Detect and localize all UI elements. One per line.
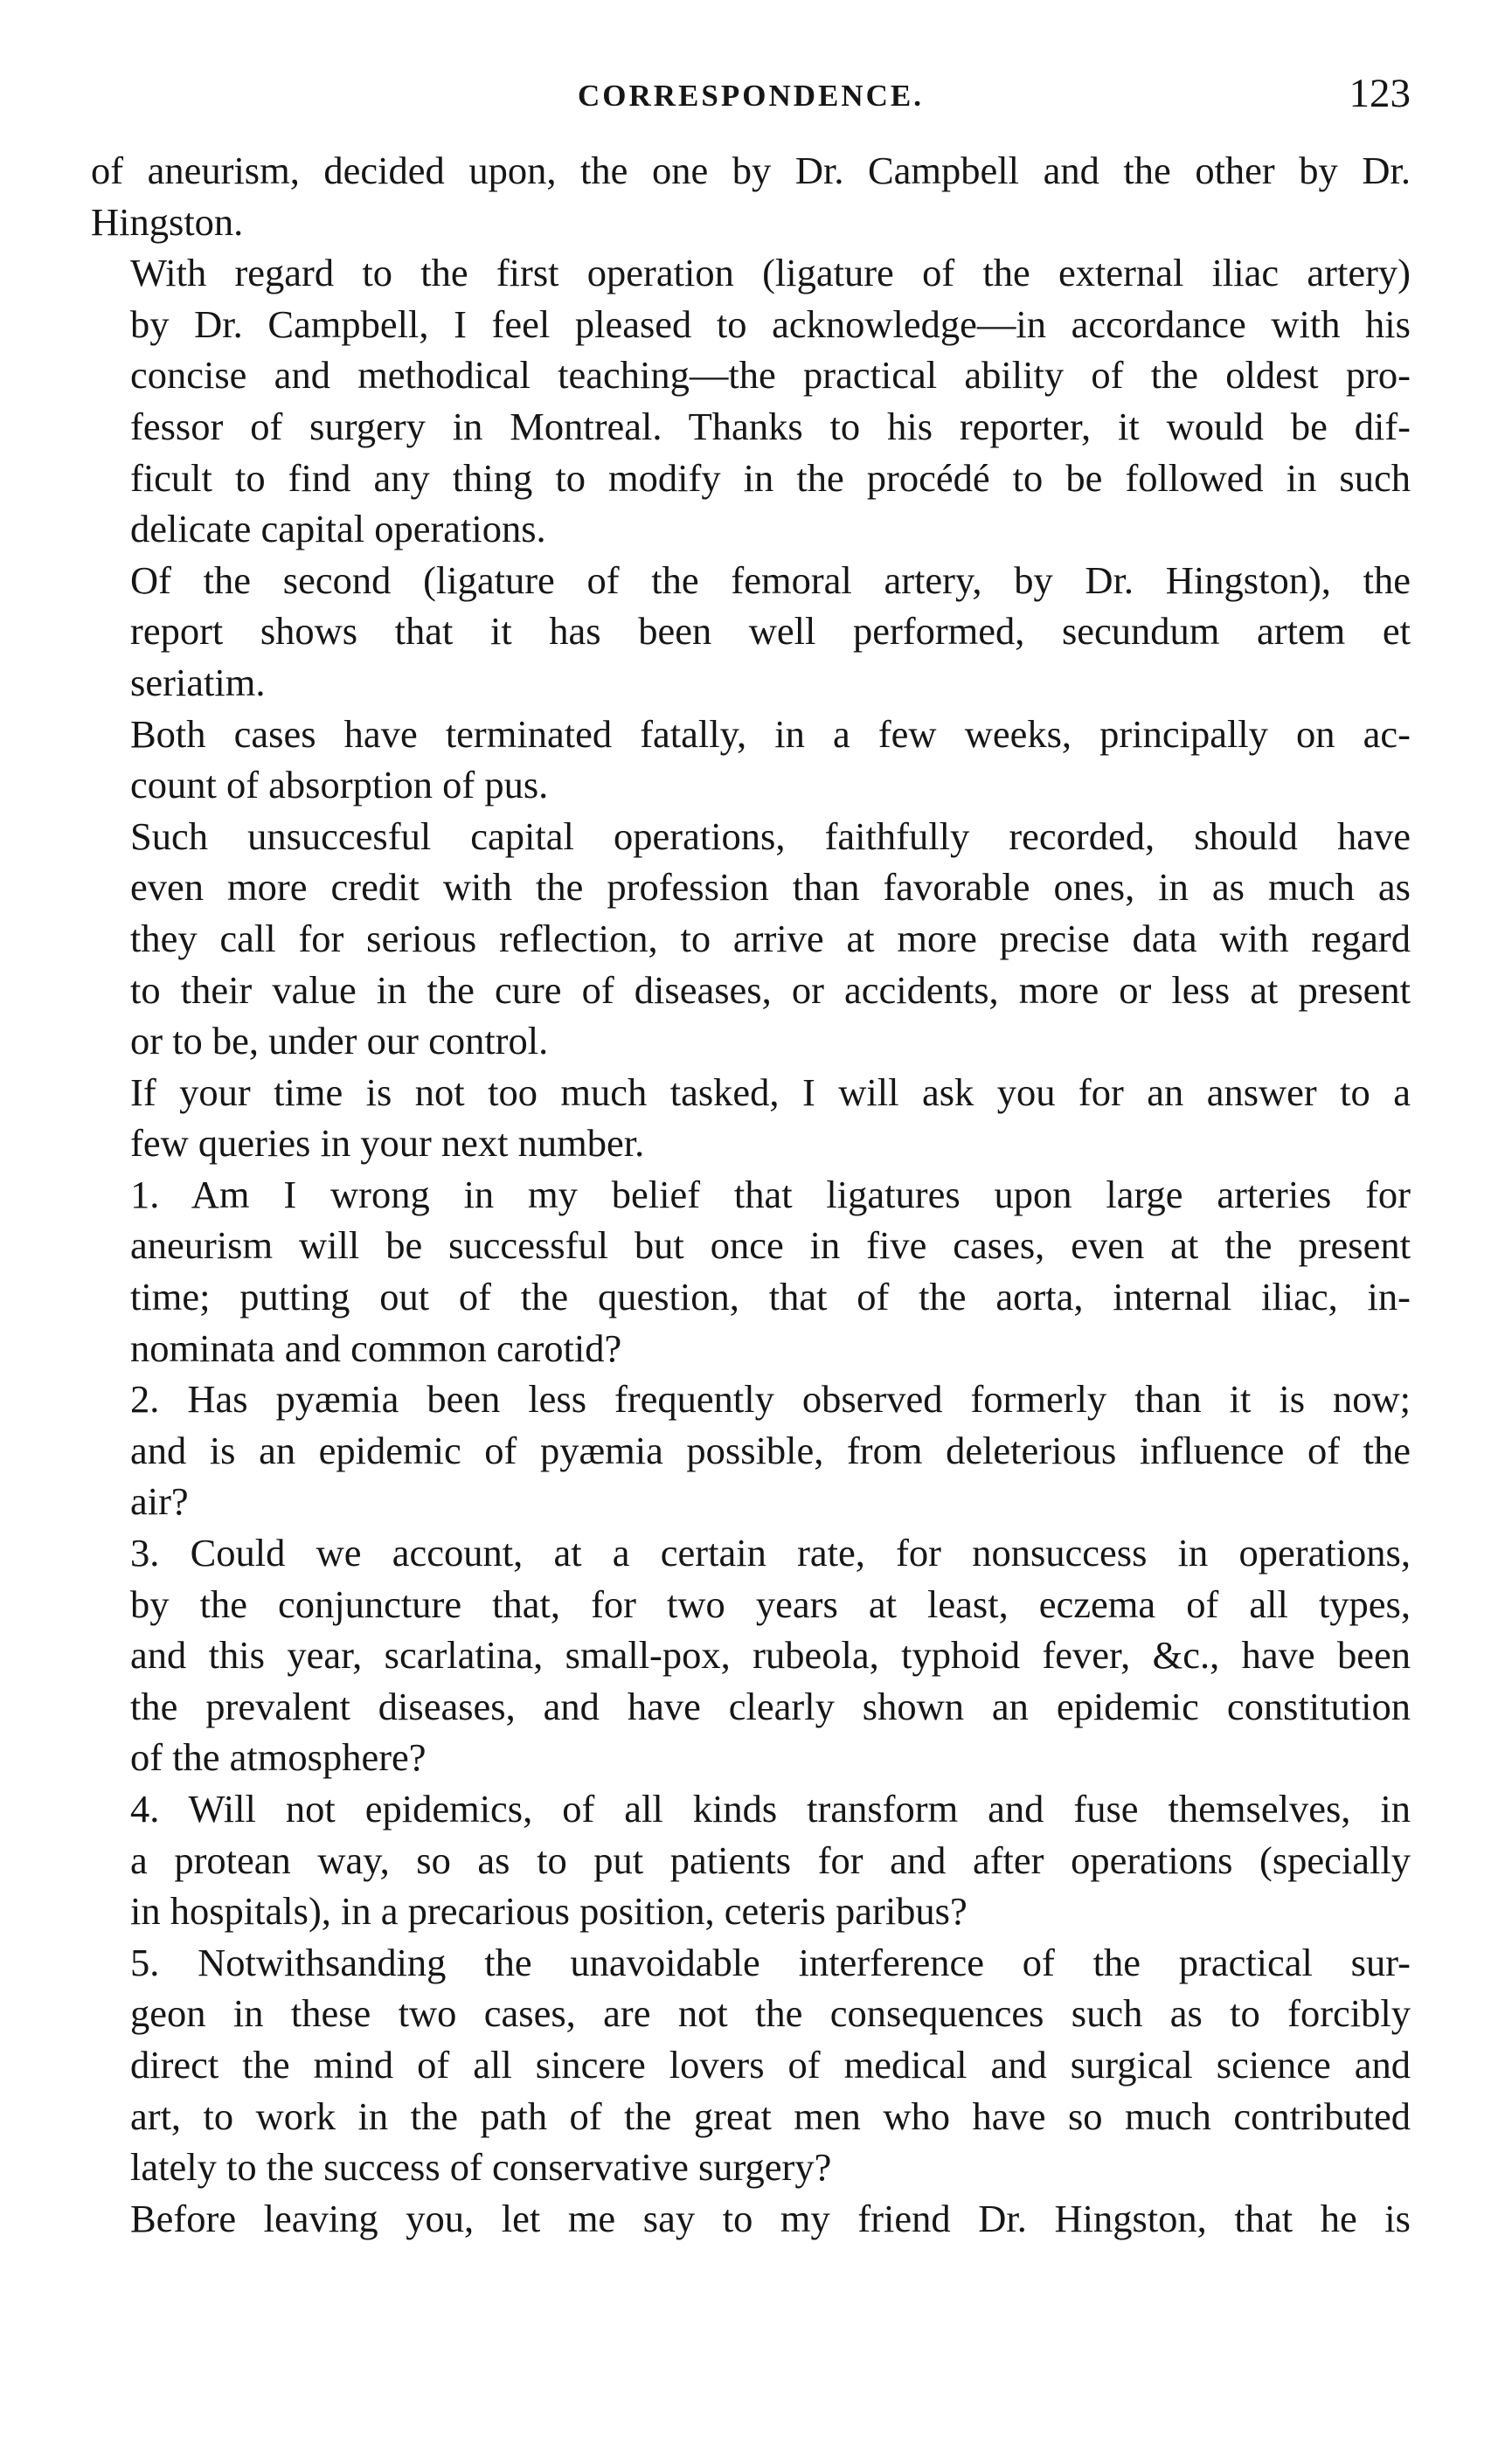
text-line: to their value in the cure of diseases, or accidents, more or less at present	[130, 967, 1411, 1012]
paragraph	[91, 145, 1411, 247]
text-line: lately to the success of conservative surgery?	[130, 2145, 832, 2190]
text-line: of aneurism, decided upon, the one by Dr. Campbell and the other by Dr.	[91, 149, 1411, 192]
text-line: 1. Am I wrong in my belief that ligatures upon large arteries for	[130, 1172, 1411, 1216]
text-line: of the atmosphere?	[130, 1735, 427, 1780]
paragraph	[91, 1169, 1411, 1374]
text-line: nominata and common carotid?	[130, 1325, 622, 1370]
text-line: even more credit with the profession than favorable ones, in as much as	[130, 865, 1411, 910]
text-line: 5. Notwithsanding the unavoidable interference of the practical sur-	[130, 1940, 1411, 1984]
text-line: by Dr. Campbell, I feel pleased to acknowledge—in accordance with his	[130, 301, 1411, 346]
paragraph	[91, 1374, 1411, 1527]
text-line: With regard to the first operation (ligature of the external iliac artery)	[130, 251, 1411, 295]
text-line: air?	[130, 1479, 189, 1524]
text-line: Both cases have terminated fatally, in a few weeks, principally on ac-	[130, 711, 1411, 756]
text-line: art, to work in the path of the great men who have so much contributed	[130, 2094, 1411, 2138]
text-line: Such unsuccesful capital operations, faithfully recorded, should have	[130, 813, 1411, 858]
text-line: count of absorption of pus.	[130, 763, 549, 807]
paragraph	[91, 811, 1411, 1067]
text-line: the prevalent diseases, and have clearly shown an epidemic constitution	[130, 1684, 1411, 1728]
paragraph	[91, 2193, 1411, 2245]
text-line: aneurism will be successful but once in five cases, even at the present	[130, 1223, 1411, 1268]
paragraph	[91, 709, 1411, 811]
text-line: direct the mind of all sincere lovers of medical and surgical science and	[130, 2042, 1411, 2087]
paragraph	[91, 555, 1411, 709]
text-line: in hospitals), in a precarious position, ceteris paribus?	[130, 1889, 968, 1934]
text-line: Of the second (ligature of the femoral artery, by Dr. Hingston), the	[130, 557, 1411, 602]
paragraph	[91, 1527, 1411, 1783]
text-line: geon in these two cases, are not the consequences such as to forcibly	[130, 1991, 1411, 2036]
text-line: concise and methodical teaching—the practical ability of the oldest pro-	[130, 353, 1411, 398]
paragraph	[91, 1783, 1411, 1937]
text-line: If your time is not too much tasked, I will ask you for an answer to a	[130, 1069, 1411, 1114]
text-line: fessor of surgery in Montreal. Thanks to his reporter, it would be dif-	[130, 404, 1411, 448]
text-line: and this year, scarlatina, small-pox, rubeola, typhoid fever, &c., have been	[130, 1633, 1411, 1678]
text-line: by the conjuncture that, for two years at least, eczema of all types,	[130, 1582, 1411, 1626]
text-line: a protean way, so as to put patients for and after operations (specially	[130, 1838, 1411, 1882]
text-line: few queries in your next number.	[130, 1121, 645, 1166]
text-line: ficult to find any thing to modify in the procédé to be followed in such	[130, 455, 1411, 500]
text-line: 2. Has pyæmia been less frequently observed formerly than it is now;	[130, 1377, 1411, 1422]
text-line: 3. Could we account, at a certain rate, for nonsuccess in operations,	[130, 1531, 1411, 1575]
book-page	[91, 70, 1411, 2244]
text-line: Hingston.	[91, 199, 244, 244]
paragraph	[91, 247, 1411, 555]
text-line: report shows that it has been well performed, secundum artem et	[130, 609, 1411, 654]
text-line: Before leaving you, let me say to my friend Dr. Hingston, that he is	[130, 2196, 1411, 2240]
paragraph	[91, 1937, 1411, 2193]
running-title: CORRESPONDENCE.	[577, 79, 924, 113]
body-text	[91, 145, 1411, 2244]
paragraph	[91, 1067, 1411, 1169]
text-line: delicate capital operations.	[130, 507, 546, 551]
page-number: 123	[1349, 71, 1411, 116]
text-line: 4. Will not epidemics, of all kinds transform and fuse themselves, in	[130, 1787, 1411, 1831]
running-head	[91, 70, 1411, 131]
text-line: and is an epidemic of pyæmia possible, from deleterious influence of the	[130, 1428, 1411, 1472]
text-line: they call for serious reflection, to arrive at more precise data with regard	[130, 916, 1411, 960]
text-line: time; putting out of the question, that of the aorta, internal iliac, in-	[130, 1275, 1411, 1319]
text-line: seriatim.	[130, 660, 266, 704]
text-line: or to be, under our control.	[130, 1019, 549, 1063]
